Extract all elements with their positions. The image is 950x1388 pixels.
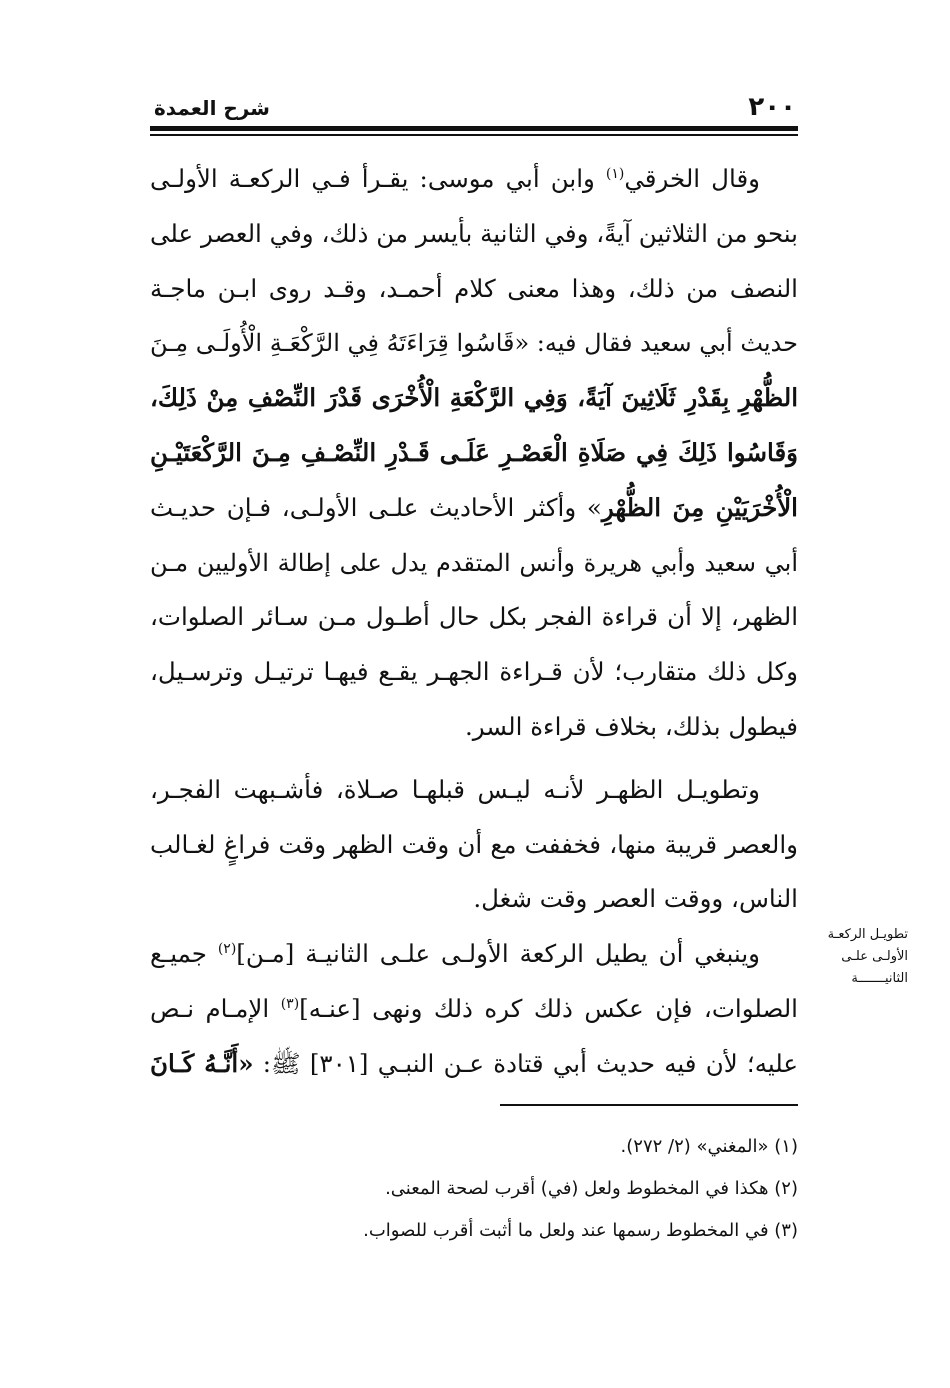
footnote-3: (٣) في المخطوط رسمها عند ولعل ما أثبت أقرب للصواب. — [363, 1220, 798, 1241]
header-rule-thick — [150, 126, 798, 131]
text-line: أبي سعيد وأبي هريرة وأنس المتقدم يدل على إطالة الأوليين مـن — [150, 548, 798, 577]
footnotes — [250, 1126, 798, 1252]
text-line: والعصر قريبة منها، فخففت مع أن وقت الظهر وقت فراغٍ لغـالب — [150, 829, 798, 859]
text-line: فيطول بذلك، بخلاف قراءة السر. — [465, 711, 798, 741]
text-line: حديث أبي سعيد فقال فيه: «قَاسُوا قِرَاءَتَهُ فِي الرَّكْعَـةِ الْأُولَـى مِـنَ — [150, 329, 798, 358]
footnote-ref-2[interactable]: (٢) — [217, 941, 237, 957]
margin-note — [808, 924, 908, 990]
hadith-line: الظُّهْرِ بِقَدْرِ ثَلَاثِينَ آيَةً، وَفِي الرَّكْعَةِ الْأُخْرَى قَدْرَ النِّصْفِ مِنْ ذَلِكَ، — [150, 383, 798, 413]
text-line: الْأُخْرَيَيْنِ مِنَ الظُّهْرِ» وأكثر الأحاديث علـى الأولـى، فـإن حديـث — [150, 492, 798, 522]
text-line: الناس، ووقت العصر وقت شغل. — [473, 884, 798, 914]
footnote-ref-3[interactable]: (٣) — [280, 995, 300, 1012]
footnote-separator — [500, 1104, 798, 1106]
main-text — [150, 152, 798, 1092]
margin-note-line: تطويـل الركعـة — [827, 927, 908, 942]
text-line: الصلوات، فإن عكس ذلك كره ذلك ونهى [عنـه]$^{(٣)}$ الإمـام نـص — [150, 993, 798, 1023]
header-rule-thin — [150, 134, 798, 136]
hadith-line: وَقَاسُوا ذَلِكَ فِي صَلَاةِ الْعَصْـرِ عَلَـى قَـدْرِ النِّصْـفِ مِـنَ الرَّكْعَتَيْـنِ — [150, 437, 798, 467]
running-title: شرح العمدة — [154, 96, 270, 120]
text-line: وكل ذلك متقارب؛ لأن قـراءة الجهـر يقـع فيهـا ترتيـل وترسـيل، — [150, 657, 798, 687]
page-header — [150, 92, 800, 126]
footnote-2: (٢) هكذا في المخطوط ولعل (في) أقرب لصحة المعنى. — [385, 1178, 798, 1199]
margin-note-line: الأولـى علـى — [841, 949, 908, 964]
footnote-1: (١) «المغني» (٢/ ٢٧٢). — [620, 1136, 798, 1157]
text-line: الظهر، إلا أن قراءة الفجر بكل حال أطـول مـن سـائر الصلوات، — [150, 602, 798, 632]
footnote-ref-1[interactable]: (١) — [605, 165, 625, 182]
text-line: النصف من ذلك، وهذا معنى كلام أحمـد، وقـد روى ابـن ماجـة — [150, 273, 798, 303]
page-number: ٢٠٠ — [748, 92, 796, 122]
text-line: عليه؛ لأن فيه حديث أبي قتادة عـن النبـي [٣٠١] ﷺ: «أَنَّـهُ كَـانَ — [150, 1048, 798, 1078]
text-line: وقال الخرقي$^{(١)}$ وابن أبي موسى: يقـرأ فـي الركعـة الأولـى — [150, 164, 760, 193]
text-line: بنحو من الثلاثين آيةً، وفي الثانية بأيسر من ذلك، وفي العصر على — [150, 218, 798, 248]
margin-note-line: الثانيـــــــة — [851, 971, 908, 986]
paragraph-gap — [150, 755, 798, 763]
text-line: وتطويـل الظهـر لأنـه ليـس قبلهـا صـلاة، فأشـبهت الفجـر، — [150, 774, 760, 804]
text-line: وينبغي أن يطيل الركعة الأولـى علـى الثانيـة [مـن]$^{(٢)}$ جميـع — [150, 939, 760, 969]
